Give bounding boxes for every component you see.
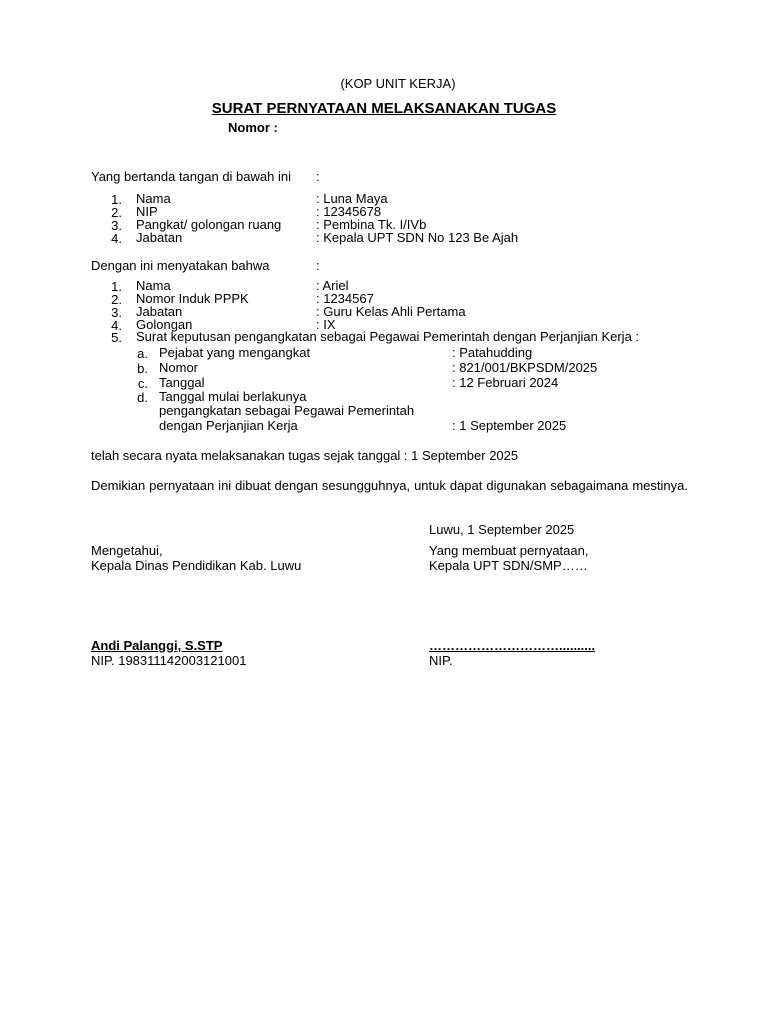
signer-position: Kepala Dinas Pendidikan Kab. Luwu: [91, 558, 302, 573]
row-number: 4.: [111, 318, 122, 333]
row-number: 4.: [111, 231, 122, 246]
row-label: Nama: [136, 191, 171, 206]
row-label: Pejabat yang mengangkat: [159, 345, 311, 360]
row-number: 2.: [111, 292, 122, 307]
document-number-label: Nomor :: [228, 120, 278, 135]
row-value: : Guru Kelas Ahli Pertama: [316, 304, 466, 319]
row-label: Golongan: [136, 317, 193, 332]
declarant-nip: NIP.: [429, 653, 453, 668]
signer-nip: NIP. 198311142003121001: [91, 653, 247, 668]
row-number: 3.: [111, 305, 122, 320]
row-value: : Ariel: [316, 278, 349, 293]
row-value: : 1234567: [316, 291, 374, 306]
row-value: : Pembina Tk. I/IVb: [316, 217, 427, 232]
row-number: 1.: [111, 279, 122, 294]
signer-name: Andi Palanggi, S.STP: [91, 638, 223, 653]
row-label: Tanggal: [159, 375, 205, 390]
row-letter: b.: [137, 361, 148, 376]
declarant-label: Yang membuat pernyataan,: [429, 543, 589, 558]
row-value: : IX: [316, 317, 336, 332]
statement-intro-colon: :: [316, 258, 320, 273]
row-label-line2: pengangkatan sebagai Pegawai Pemerintah: [159, 403, 415, 418]
row-value: : 1 September 2025: [452, 418, 567, 433]
closing-paragraph: Demikian pernyataan ini dibuat dengan sesungguhnya, untuk dapat digunakan sebagaimana mestinya.: [91, 478, 688, 493]
row-label: Nomor: [159, 360, 199, 375]
row-label: Nomor Induk PPPK: [136, 291, 249, 306]
row-value: : 12 Februari 2024: [452, 375, 559, 390]
row-label-line3: dengan Perjanjian Kerja: [159, 418, 298, 433]
acknowledged-label: Mengetahui,: [91, 543, 163, 558]
statement-intro: Dengan ini menyatakan bahwa: [91, 258, 270, 273]
row-value: : 821/001/BKPSDM/2025: [452, 360, 598, 375]
row-value: : Patahudding: [452, 345, 533, 360]
row-letter: c.: [137, 376, 148, 391]
duty-statement: telah secara nyata melaksanakan tugas sejak tanggal : 1 September 2025: [91, 448, 519, 463]
signer-intro: Yang bertanda tangan di bawah ini: [91, 169, 291, 184]
row-label: Jabatan: [136, 304, 183, 319]
row-label: Pangkat/ golongan ruang: [136, 217, 282, 232]
row-value: : 12345678: [316, 204, 382, 219]
row-label: Nama: [136, 278, 171, 293]
row-label: Jabatan: [136, 230, 183, 245]
row-number: 2.: [111, 205, 122, 220]
row-label-line1: Tanggal mulai berlakunya: [159, 389, 307, 404]
row-value: : Luna Maya: [316, 191, 388, 206]
place-date: Luwu, 1 September 2025: [429, 522, 575, 537]
signer-intro-colon: :: [316, 169, 320, 184]
decree-text: Surat keputusan pengangkatan sebagai Pegawai Pemerintah dengan Perjanjian Kerja :: [136, 329, 640, 344]
declarant-name-placeholder: …………………………..........: [429, 638, 596, 653]
row-label: NIP: [136, 204, 158, 219]
row-letter: d.: [137, 390, 148, 405]
row-number: 3.: [111, 218, 122, 233]
row-letter: a.: [137, 346, 148, 361]
kop-unit-kerja: (KOP UNIT KERJA): [340, 76, 456, 91]
document-title: SURAT PERNYATAAN MELAKSANAKAN TUGAS: [211, 100, 557, 117]
declarant-position: Kepala UPT SDN/SMP……: [429, 558, 588, 573]
row-value: : Kepala UPT SDN No 123 Be Ajah: [316, 230, 519, 245]
row-number: 5.: [111, 330, 122, 345]
row-number: 1.: [111, 192, 122, 207]
